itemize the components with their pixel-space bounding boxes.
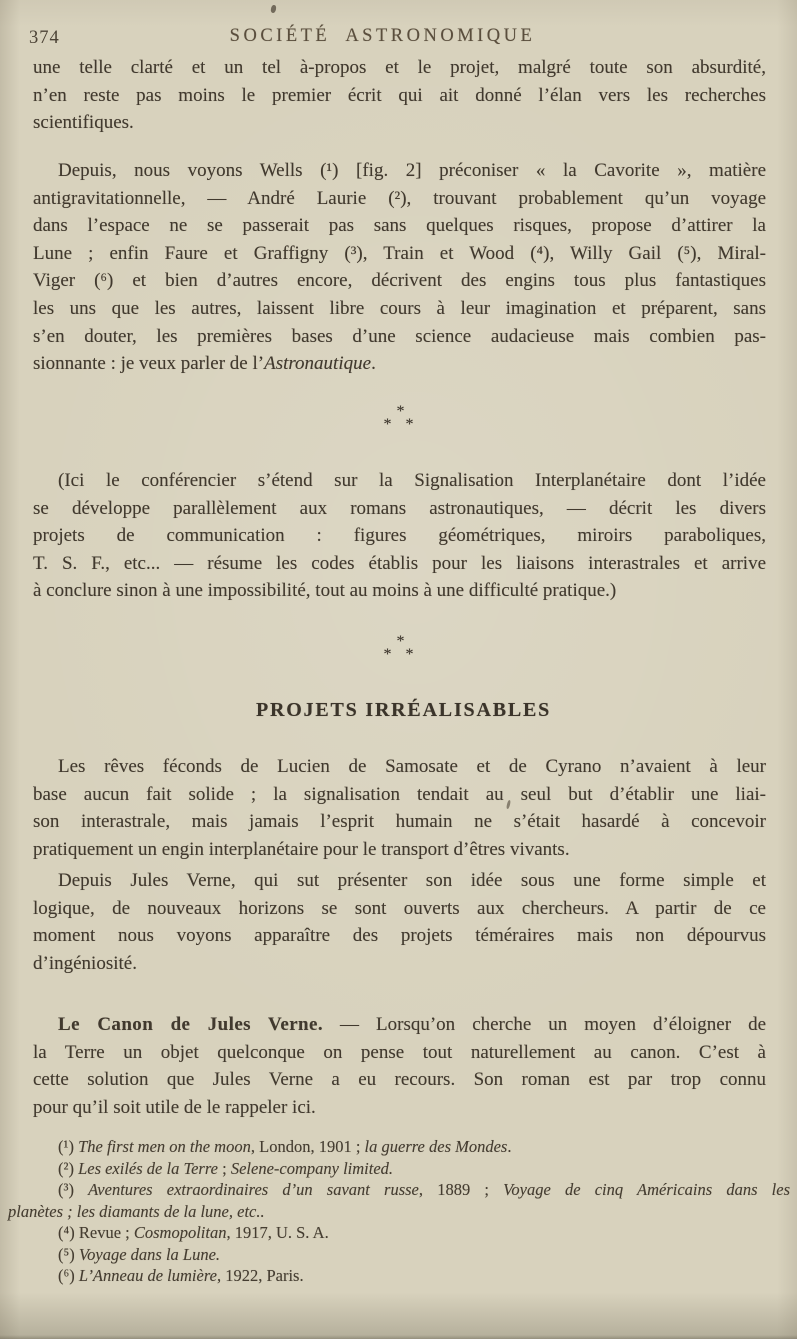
text-line: Viger (⁶) et bien d’autres encore, décrivent des engins tous plus fantastiques: [33, 270, 766, 292]
text-line: antigravitationnelle, — André Laurie (²), trouvant probablement qu’un voyage: [33, 187, 766, 209]
text-line: se développe parallèlement aux romans astronautiques, — décrit les divers: [33, 497, 766, 519]
text-line: (Ici le conférencier s’étend sur la Signalisation Interplanétaire dont l’idée: [58, 470, 766, 491]
asterisk-icon: *: [396, 403, 405, 420]
section-heading: PROJETS IRRÉALISABLES: [255, 699, 552, 721]
page-number: 374: [29, 28, 60, 48]
text-line: une telle clarté et un tel à-propos et le projet, malgré toute son absurdité,: [33, 57, 766, 78]
text-line: (³) Aventures extraordinaires d’un savant russe, 1889 ; Voyage de cinq Américains dans les: [58, 1180, 791, 1199]
text-line: la Terre un objet quelconque on pense tout naturellement au canon. C’est à: [33, 1041, 766, 1063]
asterisk-icon: *: [396, 633, 405, 650]
text-line: (¹) The first men on the moon, London, 1901 ; la guerre des Mondes.: [58, 1137, 512, 1156]
text-line: (²) Les exilés de la Terre ; Selene-company limited.: [58, 1158, 394, 1178]
body-paragraph-2: [33, 157, 766, 378]
text-line: pour qu’il soit utile de le rappeler ici.: [33, 1096, 316, 1118]
asterisk-icon: *: [383, 416, 392, 433]
text-line: (⁶) L’Anneau de lumière, 1922, Paris.: [58, 1266, 304, 1285]
text-line: s’en douter, les premières bases d’une science audacieuse mais combien pas-: [33, 325, 766, 347]
asterism-divider-2: [0, 633, 797, 663]
text-line: son interastrale, mais jamais l’esprit humain ne s’était hasardé à concevoir: [33, 811, 766, 833]
footnotes-block: [8, 1136, 790, 1287]
text-line: Les rêves féconds de Lucien de Samosate et de Cyrano n’avaient à leur: [58, 756, 766, 777]
asterisk-icon: *: [405, 646, 414, 663]
asterisk-icon: *: [405, 416, 414, 433]
text-line: (⁴) Revue ; Cosmopolitan, 1917, U. S. A.: [58, 1223, 329, 1242]
body-paragraph-1: [33, 54, 766, 137]
text-line: planètes ; les diamants de la lune, etc..: [8, 1201, 265, 1221]
text-line: (⁵) Voyage dans la Lune.: [58, 1244, 221, 1264]
body-paragraph-5: [33, 867, 766, 977]
text-line: Depuis Jules Verne, qui sut présenter son idée sous une forme simple et: [58, 870, 766, 891]
asterism-divider-1: [0, 403, 797, 433]
body-paragraph-3: [33, 467, 766, 605]
journal-title: SOCIÉTÉ ASTRONOMIQUE: [229, 26, 536, 46]
ink-speck: [270, 5, 277, 14]
text-line: projets de communication : figures géométriques, miroirs paraboliques,: [33, 525, 766, 547]
text-line: à conclure sinon à une impossibilité, tout au moins à une difficulté pratique.): [33, 580, 617, 602]
text-line: T. S. F., etc... — résume les codes établis pour les liaisons interastrales et arrive: [33, 552, 766, 574]
text-line: logique, de nouveaux horizons se sont ouverts aux chercheurs. A partir de ce: [33, 897, 766, 919]
text-line: dans l’espace ne se passerait pas sans quelques risques, propose d’attirer la: [33, 215, 766, 237]
page-header: [0, 26, 797, 52]
body-paragraph-4: [33, 753, 766, 863]
text-line: d’ingéniosité.: [33, 952, 137, 974]
text-line: n’en reste pas moins le premier écrit qui ait donné l’élan vers les recherches: [33, 84, 766, 106]
text-line: scientifiques.: [33, 112, 134, 134]
text-line: pratiquement un engin interplanétaire pour le transport d’êtres vivants.: [33, 838, 570, 860]
text-line: moment nous voyons apparaître des projets téméraires mais non dépourvus: [33, 925, 766, 947]
asterisk-icon: *: [383, 646, 392, 663]
body-paragraph-6: [33, 1011, 766, 1121]
text-line: les uns que les autres, laissent libre cours à leur imagination et préparent, sans: [33, 297, 766, 319]
text-line: Depuis, nous voyons Wells (¹) [fig. 2] préconiser « la Cavorite », matière: [58, 160, 766, 181]
text-line: Le Canon de Jules Verne. — Lorsqu’on cherche un moyen d’éloigner de: [58, 1014, 767, 1035]
text-line: base aucun fait solide ; la signalisation tendait au seul but d’établir une liai-: [33, 783, 766, 805]
text-line: cette solution que Jules Verne a eu recours. Son roman est par trop connu: [33, 1069, 766, 1091]
text-line: sionnante : je veux parler de l’Astronautique.: [33, 353, 376, 375]
text-line: Lune ; enfin Faure et Graffigny (³), Train et Wood (⁴), Willy Gail (⁵), Miral-: [33, 242, 766, 264]
